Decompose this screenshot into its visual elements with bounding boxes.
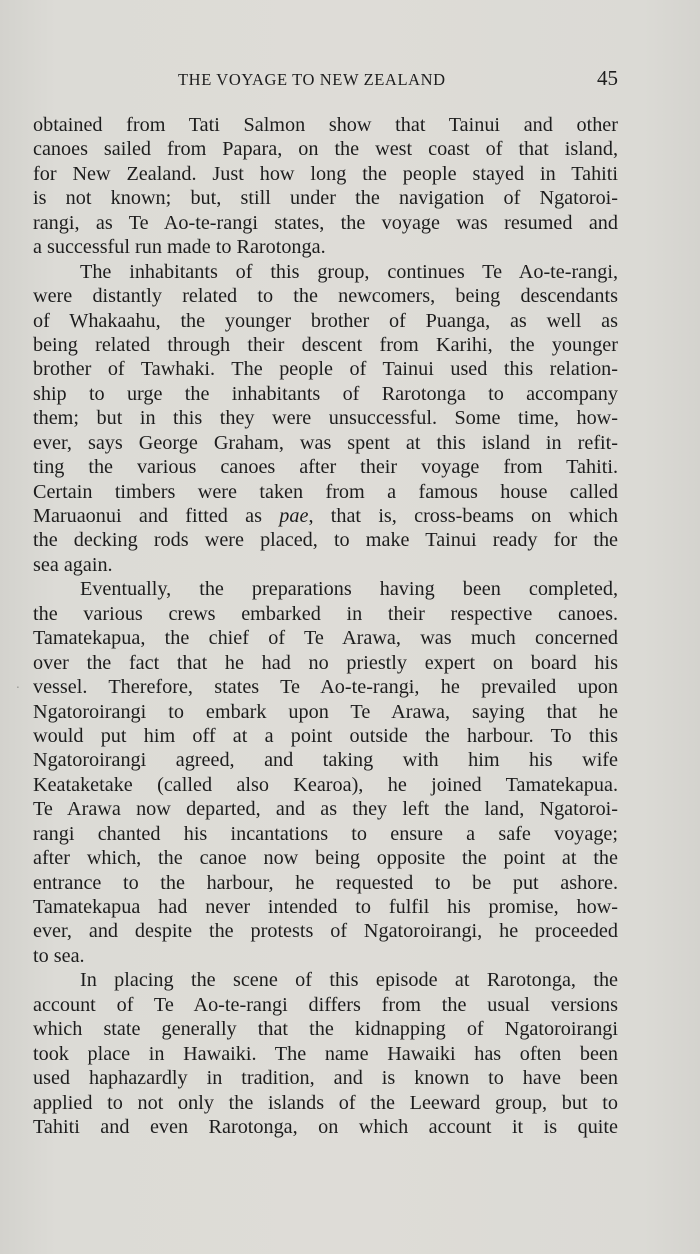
text-line: would put him off at a point outside the harbour. To this	[33, 724, 618, 747]
text-line: Maruaonui and fitted as pae, that is, cross-beams on which	[33, 505, 618, 527]
text-line: after which, the canoe now being opposite the point at the	[33, 847, 618, 870]
text-line: rangi chanted his incantations to ensure a safe voyage;	[33, 822, 618, 845]
text-line: ship to urge the inhabitants of Rarotonga to accompany	[33, 382, 618, 405]
running-head: THE VOYAGE TO NEW ZEALAND	[178, 70, 446, 89]
text-line: them; but in this they were unsuccessful. Some time, how-	[33, 407, 618, 430]
text-line: Eventually, the preparations having been completed,	[80, 578, 618, 601]
text-line: In placing the scene of this episode at Rarotonga, the	[80, 969, 618, 992]
text-line: entrance to the harbour, he requested to be put ashore.	[33, 871, 618, 894]
text-line: Certain timbers were taken from a famous house called	[33, 480, 618, 503]
text-line: which state generally that the kidnapping of Ngatoroirangi	[33, 1018, 618, 1041]
text-line: account of Te Ao-te-rangi differs from the usual versions	[33, 993, 618, 1016]
text-line: is not known; but, still under the navigation of Ngatoroi-	[33, 187, 618, 210]
text-line: being related through their descent from Karihi, the younger	[33, 333, 618, 356]
text-line: to sea.	[33, 944, 85, 967]
text-line: were distantly related to the newcomers, being descendants	[33, 285, 618, 308]
text-line: Ngatoroirangi agreed, and taking with him his wife	[33, 749, 618, 772]
text-line: the various crews embarked in their respective canoes.	[33, 602, 618, 625]
italic-term: pae	[279, 505, 309, 527]
text-line: over the fact that he had no priestly expert on board his	[33, 651, 618, 674]
text-line: rangi, as Te Ao-te-rangi states, the voyage was resumed and	[33, 211, 618, 234]
text-line: obtained from Tati Salmon show that Tainui and other	[33, 114, 618, 136]
text-line: ting the various canoes after their voyage from Tahiti.	[33, 456, 618, 479]
text-line: brother of Tawhaki. The people of Tainui used this relation-	[33, 358, 618, 381]
text-line: Ngatoroirangi to embark upon Te Arawa, saying that he	[33, 700, 618, 723]
text-line: sea again.	[33, 553, 113, 576]
text-line: ever, and despite the protests of Ngatoroirangi, he proceeded	[33, 920, 618, 943]
text-line: applied to not only the islands of the Leeward group, but to	[33, 1091, 618, 1114]
body-text	[33, 113, 618, 1139]
text-line: used haphazardly in tradition, and is known to have been	[33, 1067, 618, 1090]
margin-speck: ⋅	[16, 682, 20, 694]
text-line: for New Zealand. Just how long the people stayed in Tahiti	[33, 162, 618, 185]
text-line: Tamatekapua had never intended to fulfil his promise, how-	[33, 896, 618, 918]
text-line: The inhabitants of this group, continues Te Ao-te-rangi,	[80, 260, 618, 283]
text-line: a successful run made to Rarotonga.	[33, 236, 326, 259]
text-line: ever, says George Graham, was spent at this island in refit-	[33, 431, 618, 454]
page-number: 45	[597, 66, 618, 90]
text-line: took place in Hawaiki. The name Hawaiki has often been	[33, 1042, 618, 1065]
text-line: Tamatekapua, the chief of Te Arawa, was much concerned	[33, 627, 618, 650]
text-line: of Whakaahu, the younger brother of Puanga, as well as	[33, 309, 618, 332]
text-line: Tahiti and even Rarotonga, on which account it is quite	[33, 1115, 618, 1138]
text-line: Te Arawa now departed, and as they left the land, Ngatoroi-	[33, 798, 618, 821]
text-line: Keataketake (called also Kearoa), he joined Tamatekapua.	[33, 773, 618, 796]
text-line: the decking rods were placed, to make Tainui ready for the	[33, 529, 618, 552]
text-line: vessel. Therefore, states Te Ao-te-rangi, he prevailed upon	[33, 676, 618, 699]
page-header	[33, 66, 618, 94]
text-line: canoes sailed from Papara, on the west coast of that island,	[33, 138, 618, 161]
